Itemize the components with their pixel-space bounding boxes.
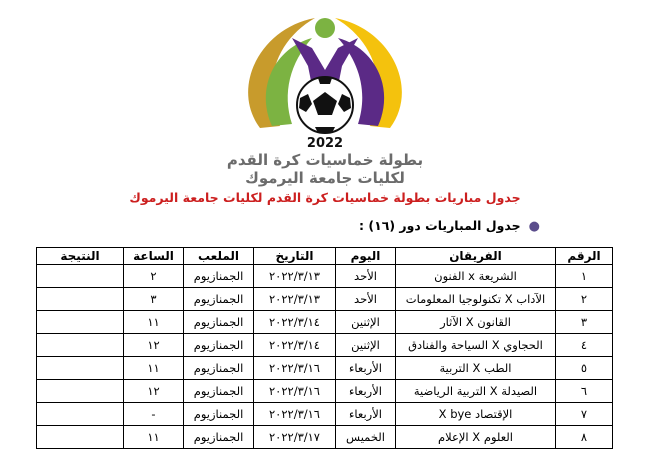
team-1: الحجاوي [503, 338, 543, 352]
cell-day: الأحد [336, 288, 396, 311]
cell-day: الأحد [336, 265, 396, 288]
table-row [37, 380, 613, 403]
vs-mark: X [465, 315, 474, 329]
cell-teams [396, 426, 556, 449]
cell-teams [396, 288, 556, 311]
header-day: اليوم [336, 248, 396, 265]
cell-result [37, 426, 124, 449]
cell-result [37, 265, 124, 288]
team-1: الآداب [516, 292, 546, 306]
team-1: الإقتصاد [475, 407, 513, 421]
vs-mark: X [472, 430, 481, 444]
cell-date: ٢٠٢٢/٣/١٦ [254, 403, 336, 426]
subtitle: جدول المباريات دور (١٦) : [359, 218, 521, 233]
subtitle-row [359, 218, 540, 234]
matches-table [36, 247, 613, 449]
table-row [37, 357, 613, 380]
team-2: التربية [439, 361, 469, 375]
team-2: التربية الرياضية [413, 384, 487, 398]
cell-result [37, 380, 124, 403]
team-2: الآثار [440, 315, 463, 329]
team-1: الصيدلة [501, 384, 538, 398]
tournament-logo [220, 8, 430, 188]
cell-date: ٢٠٢٢/٣/١٣ [254, 288, 336, 311]
cell-num: ٧ [556, 403, 613, 426]
cell-date: ٢٠٢٢/٣/١٧ [254, 426, 336, 449]
cell-day: الأربعاء [336, 357, 396, 380]
cell-day: الأربعاء [336, 380, 396, 403]
cell-num: ٣ [556, 311, 613, 334]
cell-result [37, 403, 124, 426]
cell-num: ٤ [556, 334, 613, 357]
cell-date: ٢٠٢٢/٣/١٤ [254, 334, 336, 357]
cell-num: ٢ [556, 288, 613, 311]
team-2: bye [450, 407, 472, 421]
document-title: جدول مباريات بطولة خماسيات كرة القدم لكليات جامعة اليرموك [129, 190, 521, 205]
logo-line-1: بطولة خماسيات كرة القدم [226, 151, 424, 169]
cell-result [37, 288, 124, 311]
team-2: الفنون [434, 269, 465, 283]
team-2: السياحة والفنادق [408, 338, 489, 352]
cell-day: الإثنين [336, 311, 396, 334]
cell-venue: الجمنازيوم [184, 311, 254, 334]
cell-result [37, 334, 124, 357]
cell-time: ٢ [124, 265, 184, 288]
table-row [37, 311, 613, 334]
header-result: النتيجة [37, 248, 124, 265]
cell-venue: الجمنازيوم [184, 403, 254, 426]
team-1: القانون [477, 315, 511, 329]
cell-num: ٦ [556, 380, 613, 403]
table-row [37, 403, 613, 426]
cell-teams [396, 380, 556, 403]
cell-day: الخميس [336, 426, 396, 449]
header-time: الساعة [124, 248, 184, 265]
cell-venue: الجمنازيوم [184, 334, 254, 357]
table-row [37, 265, 613, 288]
cell-result [37, 311, 124, 334]
header-venue: الملعب [184, 248, 254, 265]
vs-mark: X [489, 384, 498, 398]
team-1: الطب [484, 361, 512, 375]
cell-teams [396, 334, 556, 357]
cell-time: ٣ [124, 288, 184, 311]
cell-time: ١١ [124, 357, 184, 380]
team-2: الإعلام [438, 430, 469, 444]
cell-num: ٥ [556, 357, 613, 380]
cell-venue: الجمنازيوم [184, 357, 254, 380]
vs-mark: X [472, 361, 481, 375]
cell-num: ٨ [556, 426, 613, 449]
cell-teams [396, 357, 556, 380]
cell-day: الإثنين [336, 334, 396, 357]
vs-mark: x [468, 269, 475, 283]
cell-time: ١٢ [124, 334, 184, 357]
cell-date: ٢٠٢٢/٣/١٣ [254, 265, 336, 288]
cell-venue: الجمنازيوم [184, 288, 254, 311]
logo-line-2: لكليات جامعة اليرموك [245, 169, 405, 187]
cell-venue: الجمنازيوم [184, 426, 254, 449]
cell-time: ١١ [124, 311, 184, 334]
player-ball-emblem [220, 8, 430, 138]
logo-year: 2022 [306, 136, 344, 151]
team-1: الشريعة [478, 269, 517, 283]
table-row [37, 426, 613, 449]
cell-time: ١٢ [124, 380, 184, 403]
cell-date: ٢٠٢٢/٣/١٦ [254, 380, 336, 403]
table-row [37, 334, 613, 357]
vs-mark: X [491, 338, 500, 352]
cell-time: - [124, 403, 184, 426]
cell-date: ٢٠٢٢/٣/١٤ [254, 311, 336, 334]
vs-mark: X [504, 292, 513, 306]
cell-result [37, 357, 124, 380]
cell-venue: الجمنازيوم [184, 380, 254, 403]
cell-venue: الجمنازيوم [184, 265, 254, 288]
cell-time: ١١ [124, 426, 184, 449]
cell-teams [396, 311, 556, 334]
cell-day: الأربعاء [336, 403, 396, 426]
vs-mark: X [438, 407, 447, 421]
cell-teams [396, 265, 556, 288]
header-teams: الفريقان [396, 248, 556, 265]
cell-date: ٢٠٢٢/٣/١٦ [254, 357, 336, 380]
header-num: الرقم [556, 248, 613, 265]
cell-num: ١ [556, 265, 613, 288]
cell-teams [396, 403, 556, 426]
table-row [37, 288, 613, 311]
header-date: التاريخ [254, 248, 336, 265]
team-1: العلوم [483, 430, 513, 444]
team-2: تكنولوجيا المعلومات [405, 292, 502, 306]
bullet-icon: ● [528, 219, 540, 234]
table-header-row [37, 248, 613, 265]
